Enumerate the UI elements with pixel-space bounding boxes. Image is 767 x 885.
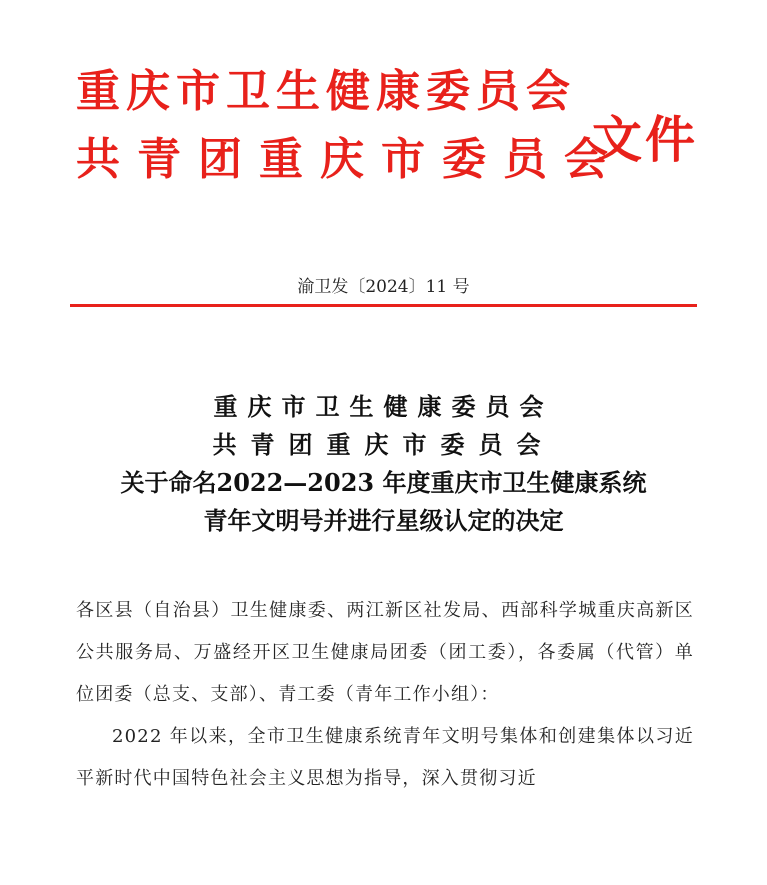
document-title	[0, 388, 767, 540]
document-type-label: 文件	[592, 110, 698, 169]
document-number: 渝卫发〔2024〕11 号	[297, 277, 470, 297]
title-line-4: 青年文明号并进行星级认定的决定	[203, 506, 564, 535]
document-body	[76, 590, 694, 800]
title-line-3: 关于命名2022—2023 年度重庆市卫生健康系统	[120, 468, 647, 497]
title-line-2: 共青团重庆市委员会	[212, 430, 555, 459]
issuer-line-health-commission: 重庆市卫生健康委员会	[76, 66, 576, 117]
issuer-block	[76, 58, 625, 194]
addressee-paragraph: 各区县（自治县）卫生健康委、两江新区社发局、西部科学城重庆高新区公共服务局、万盛经开区卫生健康局团委（团工委），各委属（代管）单位团委（总支、支部）、青工委（青年工作小组）：	[76, 600, 694, 705]
title-line-1: 重庆市卫生健康委员会	[213, 392, 554, 421]
body-paragraph-1: 2022 年以来，全市卫生健康系统青年文明号集体和创建集体以习近平新时代中国特色社会主义思想为指导，深入贯彻习近	[76, 726, 694, 789]
red-separator-line	[70, 304, 697, 307]
issuer-line-youth-league: 共青团重庆市委员会	[76, 134, 625, 185]
